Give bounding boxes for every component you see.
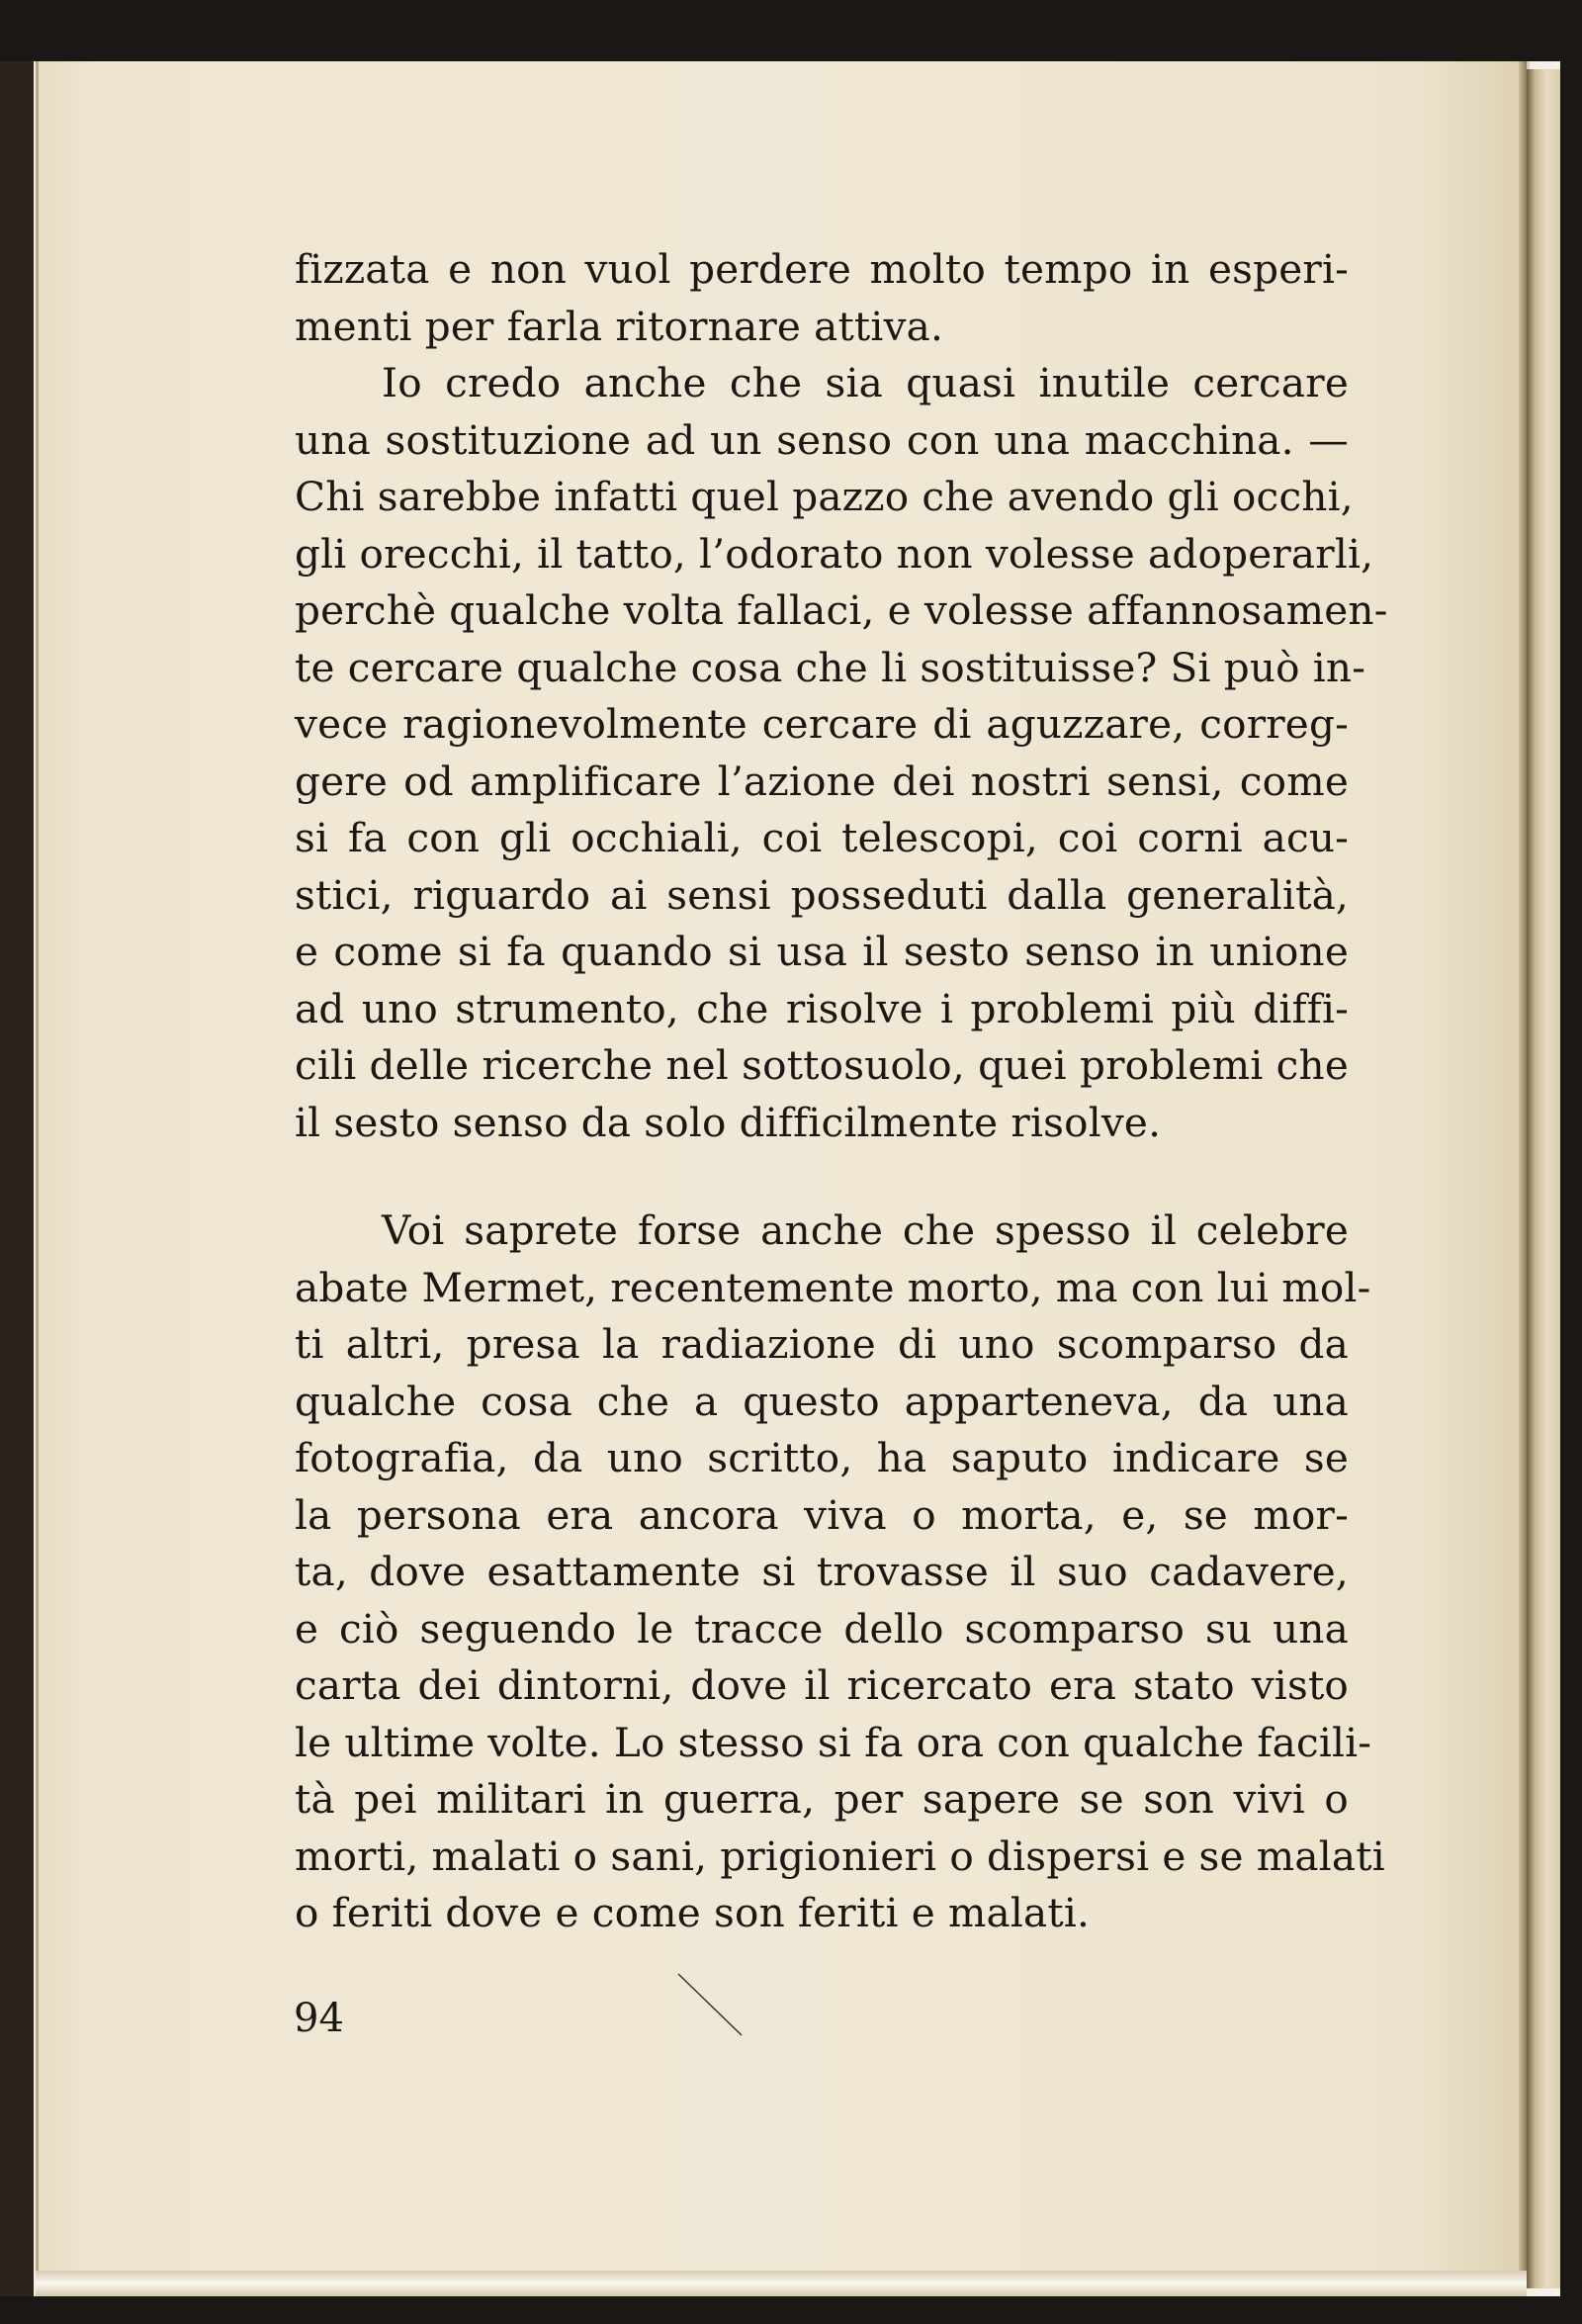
text-line: e come si fa quando si usa il sesto senso in unione [295, 928, 1349, 975]
scanner-edge-left [0, 0, 34, 2324]
text-line: fotografia, da uno scritto, ha saputo indicare se [295, 1434, 1349, 1481]
text-line: o feriti dove e come son feriti e malati. [295, 1889, 1091, 1936]
text-line: ad uno strumento, che risolve i problemi più diffi- [295, 984, 1349, 1032]
text-line: si fa con gli occhiali, coi telescopi, coi corni acu- [295, 814, 1349, 861]
text-line: te cercare qualche cosa che li sostituisse? Si può in- [295, 643, 1366, 691]
text-line: stici, riguardo ai sensi posseduti dalla generalità, [295, 870, 1349, 919]
text-line: vece ragionevolmente cercare di aguzzare, correg- [295, 700, 1349, 748]
text-line: ta, dove esattamente si trovasse il suo cadavere, [295, 1548, 1349, 1595]
text-line: Voi saprete forse anche che spesso il celebre [382, 1207, 1349, 1254]
paragraph [295, 355, 1388, 1151]
text-line: menti per farla ritornare attiva. [295, 302, 944, 350]
text-line: il sesto senso da solo difficilmente risolve. [295, 1098, 1162, 1146]
text-line: ti altri, presa la radiazione di uno scomparso da [295, 1320, 1349, 1368]
page-bottom-edge [36, 2271, 1527, 2296]
page-gutter [1519, 61, 1527, 2288]
text-line: la persona era ancora viva o morta, e, se mor- [295, 1490, 1349, 1539]
text-line: cili delle ricerche nel sottosuolo, quei problemi che [295, 1041, 1349, 1089]
page-number: 94 [294, 1996, 344, 2041]
text-line: perchè qualche volta fallaci, e volesse affannosamen- [295, 586, 1388, 634]
scanner-edge-right [1560, 0, 1582, 2324]
text-line: qualche cosa che a questo apparteneva, da una [295, 1377, 1349, 1425]
pencil-mark [676, 1972, 746, 2041]
paragraph [295, 1203, 1385, 1942]
text-line: abate Mermet, recentemente morto, ma con lui mol- [295, 1263, 1371, 1311]
text-line: gere od amplificare l’azione dei nostri sensi, come [295, 757, 1349, 805]
paragraph-gap [295, 1151, 1349, 1203]
text-line: gli orecchi, il tatto, l’odorato non volesse adoperarli, [295, 529, 1374, 578]
text-line: carta dei dintorni, dove il ricercato era stato visto [295, 1661, 1349, 1709]
text-line: Chi sarebbe infatti quel pazzo che avendo gli occhi, [295, 473, 1354, 520]
paragraph [295, 241, 1349, 355]
scanner-edge-top [0, 0, 1582, 61]
text-line: una sostituzione ad un senso con una macchina. — [295, 415, 1349, 464]
scanner-edge-bottom [0, 2296, 1582, 2324]
text-line: fizzata e non vuol perdere molto tempo in esperi- [295, 245, 1349, 293]
next-page-edge [1527, 69, 1560, 2288]
body-text [295, 241, 1388, 1942]
text-line: le ultime volte. Lo stesso si fa ora con qualche facili- [295, 1718, 1372, 1766]
text-line: e ciò seguendo le tracce dello scomparso su una [295, 1604, 1349, 1653]
text-line: Io credo anche che sia quasi inutile cercare [382, 359, 1349, 406]
text-line: tà pei militari in guerra, per sapere se son vivi o [295, 1775, 1349, 1823]
text-line: morti, malati o sani, prigionieri o dispersi e se malati [295, 1832, 1385, 1880]
